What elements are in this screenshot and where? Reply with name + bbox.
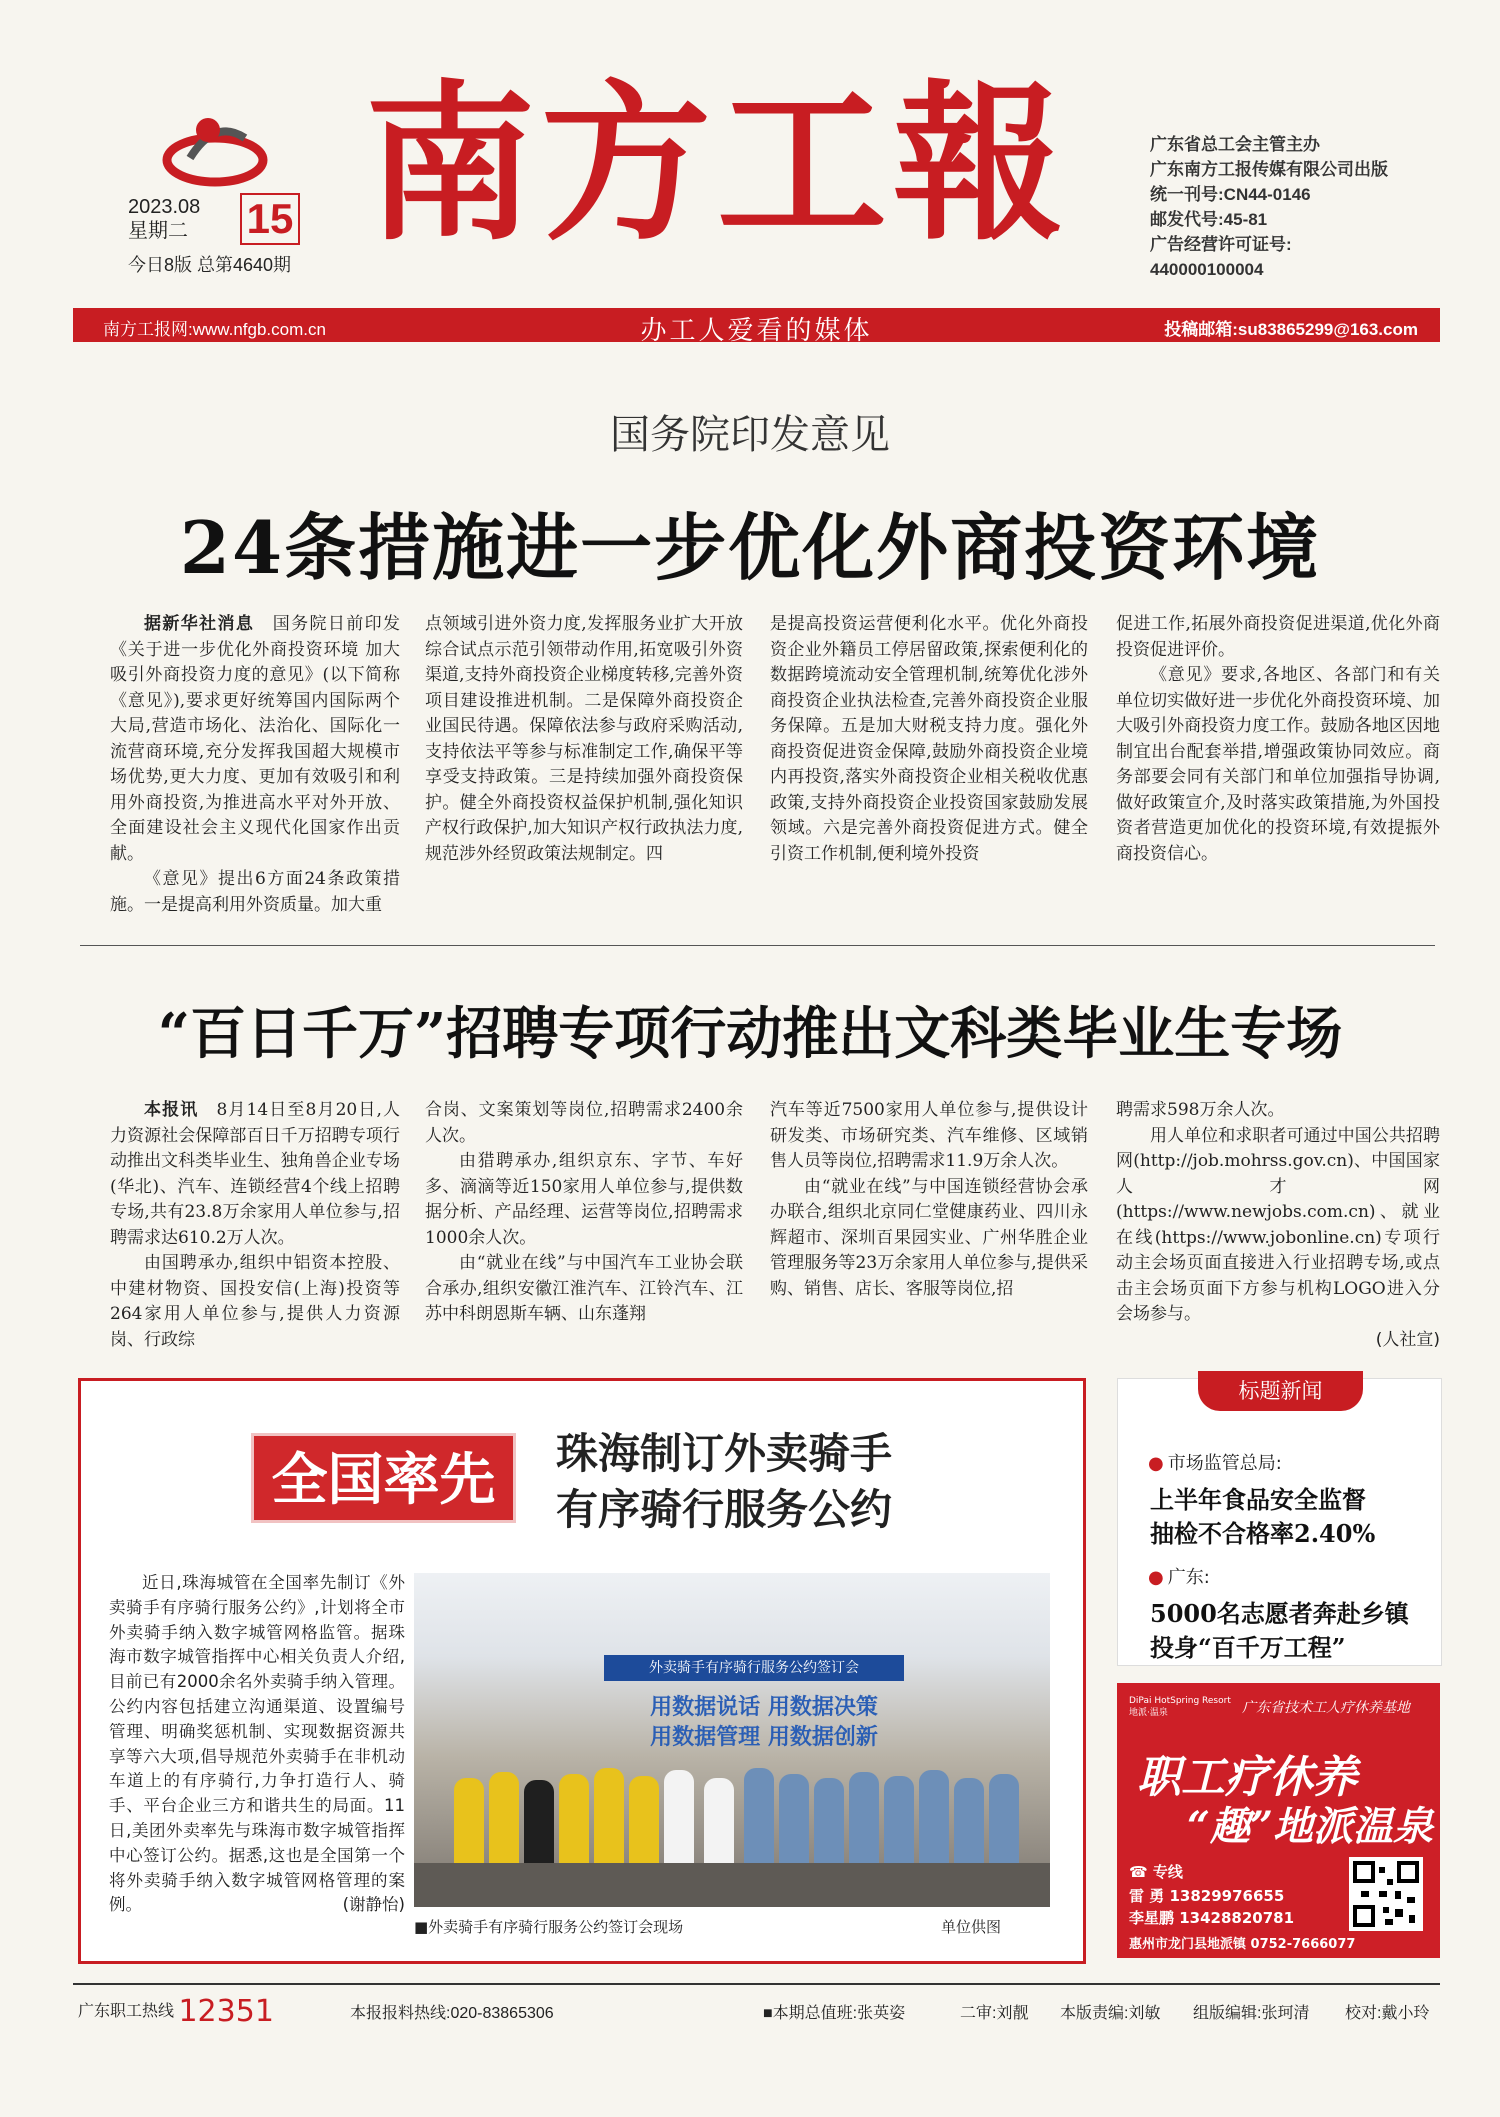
second-headline: “百日千万”招聘专项行动推出文科类毕业生专场 — [157, 1001, 1343, 1067]
person-figure — [919, 1770, 949, 1878]
feature-title-line: 有序骑行服务公约 — [556, 1485, 893, 1534]
ad-contact: 雷 勇 13829976655 — [1129, 1887, 1285, 1905]
paragraph: 《意见》提出6方面24条政策措施。一是提高利用外资质量。加大重 — [110, 869, 400, 915]
layout-credit: 组版编辑:张珂清 — [1193, 2005, 1310, 2022]
paragraph: 点领域引进外资力度,发挥服务业扩大开放综合试点示范引领带动作用,拓宽吸引外资渠道,支持外商投资企业梯度转移,完善外资项目建设推进机制。二是保障外商投资企业国民待遇。保障依法参与政府采购活动,支持依法平等参与标准制定工作,确保平等享受支持政策。三是持续加强外商投资保护。健全外商投资权益保护机制,强化知识产权行政保护,加大知识产权行政执法力度,规范涉外经贸政策法规制定。四 — [425, 614, 743, 864]
publication-info — [1150, 132, 1388, 282]
second-column-2 — [425, 1098, 743, 1328]
paragraph: 国务院日前印发《关于进一步优化外商投资环境 加大吸引外商投资力度的意见》(以下简称《意见》),要求更好统筹国内国际两个大局,营造市场化、法治化、国际化一流营商环境,充分发挥我国超大规模市场优势,更大力度、更加有效吸引和利用外商投资,为推进高水平对外开放、全面建设社会主义现代化国家作出贡献。 — [110, 614, 401, 864]
headline-line: 投身“百千万工程” — [1150, 1633, 1346, 1662]
ad-base: 广东省技术工人疗休养基地 — [1242, 1700, 1410, 1716]
issue-date — [128, 195, 294, 277]
chief-editor-credit: ■本期总值班:张英姿 — [763, 2005, 906, 2022]
pub-info-line: 广东省总工会主管主办 — [1150, 135, 1320, 154]
issue-number: 今日8版 总第4640期 — [128, 255, 292, 275]
wall-text-line: 用数据说话 用数据决策 — [650, 1695, 878, 1720]
photo-caption: ■外卖骑手有序骑行服务公约签订会现场 — [414, 1918, 684, 1936]
person-figure — [594, 1768, 624, 1878]
paragraph: 由国聘承办,组织中铝资本控股、中建材物资、国投安信(上海)投资等264家用人单位参与,提供人力资源岗、行政综 — [110, 1253, 400, 1350]
paragraph: 聘需求598万余人次。 — [1116, 1100, 1285, 1120]
paragraph: 促进工作,拓展外商投资促进渠道,优化外商投资促进评价。 — [1116, 614, 1440, 660]
feature-box — [78, 1378, 1086, 1964]
paragraph: 合岗、文案策划等岗位,招聘需求2400余人次。 — [425, 1100, 743, 1146]
paragraph: 由“就业在线”与中国连锁经营协会承办联合,组织北京同仁堂健康药业、四川永辉超市、深圳百果园实业、广州华胜企业管理服务等23万余家用人单位参与,提供采购、销售、店长、客服等岗位,招 — [770, 1176, 1088, 1299]
newspaper-logo — [160, 108, 270, 193]
feature-body — [109, 1571, 405, 1918]
feature-badge: 全国率先 — [251, 1433, 516, 1523]
lead-column-1 — [110, 612, 400, 918]
slogan: 办工人爱看的媒体 — [640, 315, 873, 345]
pub-info-line: 邮发代号:45-81 — [1150, 210, 1268, 229]
lead-column-4 — [1116, 612, 1440, 867]
pub-info-line: 统一刊号:CN44-0146 — [1150, 185, 1311, 204]
headline-news-sidebar — [1117, 1378, 1442, 1666]
ad-brand — [1129, 1695, 1231, 1719]
paragraph: 是提高投资运营便利化水平。优化外商投资企业外籍员工停居留政策,探索便利化的数据跨境流动安全管理机制,统筹优化涉外商投资企业执法检查,完善外商投资企业服务保障。五是加大财税支持力度。强化外商投资促进资金保障,鼓励外商投资企业境内再投资,落实外商投资企业相关税收优惠政策,支持外商投资企业投资国家鼓励发展领域。六是完善外商投资促进方式。健全引资工作机制,便利境外投资 — [770, 614, 1088, 864]
byline: (谢静怡) — [342, 1895, 405, 1915]
editor-credit: 本版责编:刘敏 — [1060, 2005, 1161, 2022]
ad-subheadline: “趣”地派温泉 — [1187, 1803, 1434, 1850]
proof-credit: 校对:戴小玲 — [1345, 2005, 1430, 2022]
news-hotline: 本报报料热线:020-83865306 — [350, 2005, 554, 2022]
worker-hotline — [78, 1994, 274, 2029]
footer-rule — [73, 1983, 1440, 1985]
date-day: 15 — [240, 193, 300, 245]
sidebar-source: ● 市场监管总局: — [1148, 1449, 1282, 1475]
paragraph: 汽车等近7500家用人单位参与,提供设计研发类、市场研究类、汽车维修、区域销售人员等岗位,招聘需求11.9万余人次。 — [770, 1100, 1088, 1171]
headline-line: 5000名志愿者奔赴乡镇 — [1150, 1599, 1409, 1628]
feature-title-line: 珠海制订外卖骑手 — [556, 1429, 893, 1478]
sidebar-tag: 标题新闻 — [1198, 1371, 1363, 1411]
dateline: 据新华社消息 — [144, 614, 255, 634]
hotline-number: 12351 — [178, 1994, 274, 2029]
phone-icon: ☎ — [1129, 1863, 1153, 1881]
website-link[interactable]: 南方工报网:www.nfgb.com.cn — [103, 320, 326, 339]
ad-hotline-label — [1129, 1861, 1183, 1882]
wall-text-line: 用数据管理 用数据创新 — [650, 1725, 878, 1750]
paragraph: 用人单位和求职者可通过中国公共招聘网(http://job.mohrss.gov.cn)、中国国家人才网(https://www.newjobs.com.cn)、就业在线(https://www.jobonline.cn)专项行动主会场页面直接进入行业招聘专场,或点击主会场页面下方参与机构LOGO进入分会场参与。 — [1116, 1125, 1440, 1324]
masthead-title: 南方工報 — [365, 66, 1070, 264]
pub-info-line: 广东南方工报传媒有限公司出版 — [1150, 160, 1388, 179]
review-credit: 二审:刘靓 — [960, 2005, 1029, 2022]
headline-line: 抽检不合格率2.40% — [1150, 1519, 1376, 1548]
photo-people — [444, 1748, 1024, 1878]
person-figure — [664, 1770, 694, 1878]
second-column-1 — [110, 1098, 400, 1353]
photo-wall-text — [584, 1693, 944, 1753]
masthead-red-bar — [73, 308, 1440, 345]
second-column-3 — [770, 1098, 1088, 1302]
submission-email[interactable]: 投稿邮箱:su83865299@163.com — [1164, 320, 1418, 339]
sidebar-headline[interactable] — [1150, 1483, 1375, 1551]
headline-line: 上半年食品安全监督 — [1150, 1485, 1366, 1514]
feature-photo — [414, 1573, 1050, 1907]
ad-brand-cn: 地派·温泉 — [1129, 1708, 1168, 1718]
person-figure — [744, 1768, 774, 1878]
lead-kicker: 国务院印发意见 — [610, 412, 890, 458]
paragraph: 由猎聘承办,组织京东、字节、车好多、滴滴等近150家用人单位参与,提供数据分析、产品经理、运营等岗位,招聘需求1000余人次。 — [425, 1151, 743, 1248]
lead-headline: 24条措施进一步优化外商投资环境 — [179, 505, 1321, 590]
pub-info-line: 广告经营许可证号: — [1150, 235, 1292, 254]
hotline-label: 广东职工热线 — [78, 2003, 175, 2020]
ad-headline: 职工疗休养 — [1137, 1752, 1357, 1803]
lead-column-3 — [770, 612, 1088, 867]
hotline-label-text: 专线 — [1152, 1863, 1183, 1881]
section-divider — [80, 945, 1435, 946]
sidebar-headline[interactable] — [1150, 1597, 1409, 1665]
photo-banner: 外卖骑手有序骑行服务公约签订会 — [604, 1655, 904, 1681]
paragraph: 由“就业在线”与中国汽车工业协会联合承办,组织安徽江淮汽车、江铃汽车、江苏中科朗恩斯车辆、山东蓬翔 — [425, 1253, 743, 1324]
second-column-4 — [1116, 1098, 1440, 1353]
lead-column-2 — [425, 612, 743, 867]
paragraph: 8月14日至8月20日,人力资源社会保障部百日千万招聘专项行动推出文科类毕业生、独角兽企业专场(华北)、汽车、连锁经营4个线上招聘专场,共有23.8万余家用人单位参与,招聘需求达610.2万人次。 — [110, 1100, 401, 1248]
photo-credit: 单位供图 — [941, 1918, 1002, 1936]
ad-brand-en: DiPai HotSpring Resort — [1129, 1696, 1231, 1706]
date-weekday: 星期二 — [128, 220, 188, 242]
paragraph: 近日,珠海城管在全国率先制订《外卖骑手有序骑行服务公约》,计划将全市外卖骑手纳入数字城管网格监管。据珠海市数字城管指挥中心相关负责人介绍,目前已有2000余名外卖骑手纳入管理。公约内容包括建立沟通渠道、设置编号管理、明确奖惩机制、实现数据资源共享等六大项,倡导规范外卖骑手在非机动车道上的有序骑行,力争打造行人、骑手、平台企业三方和谐共生的局面。11日,美团外卖率先与珠海市数字城管指挥中心签订公约。据悉,这也是全国第一个将外卖骑手纳入数字城管网格管理的案例。 — [109, 1573, 405, 1915]
pub-info-line: 440000100004 — [1150, 260, 1264, 279]
dateline: 本报讯 — [144, 1100, 199, 1120]
byline: (人社宣) — [1375, 1329, 1440, 1350]
photo-table — [414, 1863, 1050, 1907]
qr-code-icon — [1349, 1857, 1423, 1931]
paragraph: 《意见》要求,各地区、各部门和有关单位切实做好进一步优化外商投资环境、加大吸引外商投资力度工作。鼓励各地区因地制宜出台配套举措,增强政策协同效应。商务部要会同有关部门和单位加强指导协调,做好政策宣介,及时落实政策措施,为外国投资者营造更加优化的投资环境,有效提振外商投资信心。 — [1116, 665, 1440, 864]
hot-spring-ad[interactable] — [1117, 1683, 1440, 1958]
ad-contact: 李星鹏 13428820781 — [1129, 1909, 1295, 1927]
ad-address: 惠州市龙门县地派镇 0752-7666077 — [1129, 1937, 1356, 1952]
sidebar-source: ● 广东: — [1148, 1563, 1210, 1589]
feature-title — [556, 1426, 892, 1538]
date-year-month: 2023.08 — [128, 196, 201, 218]
